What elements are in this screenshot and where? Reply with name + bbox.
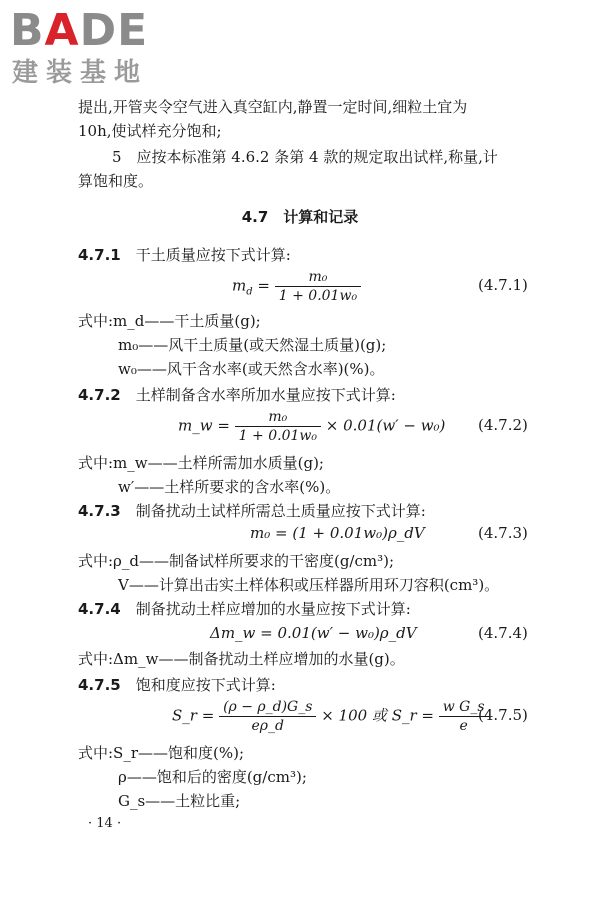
formula-4-7-1: $m_d$ = $\frac{\text{m₀}}{\text{1 + 0.01w₀}}$ [232, 268, 361, 305]
definition-line: 式中:Δm_w——制备扰动土样应增加的水量(g)。 [78, 650, 405, 668]
clause-4-7-1: 4.7.1 干土质量应按下式计算: [78, 246, 291, 264]
formula-4-7-2: m_w = $\frac{\text{m₀}}{\text{1 + 0.01w₀}}$ × 0.01(w′ − w₀) [178, 409, 446, 444]
equation-number: (4.7.5) [478, 706, 528, 724]
equation-number: (4.7.1) [478, 276, 528, 294]
formula-4-7-4: Δm_w = 0.01(w′ − w₀)ρ_dV [210, 624, 417, 642]
definition-line: ρ——饱和后的密度(g/cm³); [118, 768, 307, 786]
paragraph-line: 5 应按本标准第 4.6.2 条第 4 款的规定取出试样,称量,计 [112, 148, 498, 166]
formula-4-7-3: m₀ = (1 + 0.01w₀)ρ_dV [250, 524, 425, 542]
logo-chinese-text: 建装基地 [12, 58, 149, 88]
clause-4-7-2: 4.7.2 土样制备含水率所加水量应按下式计算: [78, 386, 396, 404]
equation-number: (4.7.4) [478, 624, 528, 642]
clause-4-7-5: 4.7.5 饱和度应按下式计算: [78, 676, 276, 694]
equation-number: (4.7.3) [478, 524, 528, 542]
section-title: 4.7 计算和记录 [241, 208, 359, 226]
definition-line: 式中:m_w——土样所需加水质量(g); [78, 454, 324, 472]
definition-line: 式中:S_r——饱和度(%); [78, 744, 245, 762]
paragraph-line: 10h,使试样充分饱和; [78, 122, 222, 140]
clause-4-7-4: 4.7.4 制备扰动土样应增加的水量应按下式计算: [78, 600, 411, 618]
definition-line: w₀——风干含水率(或天然含水率)(%)。 [118, 360, 385, 378]
bade-logo [10, 6, 190, 86]
equation-number: (4.7.2) [478, 416, 528, 434]
definition-line: w′——土样所要求的含水率(%)。 [118, 478, 341, 496]
clause-4-7-3: 4.7.3 制备扰动土试样所需总土质量应按下式计算: [78, 502, 426, 520]
paragraph-line: 算饱和度。 [78, 172, 154, 190]
definition-line: G_s——土粒比重; [118, 792, 241, 810]
definition-line: V——计算出击实土样体积或压样器所用环刀容积(cm³)。 [118, 576, 500, 594]
formula-4-7-5: S_r = $\frac{(\rho - \rho\_d)G\_s}{e\rho\_d}$ × 100 或 S_r = $\frac{\text{w G\_s}}{e}$ [172, 698, 489, 735]
page-number: · 14 · [88, 816, 122, 831]
definition-line: 式中:m_d——干土质量(g); [78, 312, 261, 330]
paragraph-line: 提出,开管夹令空气进入真空缸内,静置一定时间,细粒土宜为 [78, 98, 468, 116]
logo-wordmark: BADE [10, 5, 149, 56]
definition-line: 式中:ρ_d——制备试样所要求的干密度(g/cm³); [78, 552, 395, 570]
definition-line: m₀——风干土质量(或天然湿土质量)(g); [118, 336, 387, 354]
